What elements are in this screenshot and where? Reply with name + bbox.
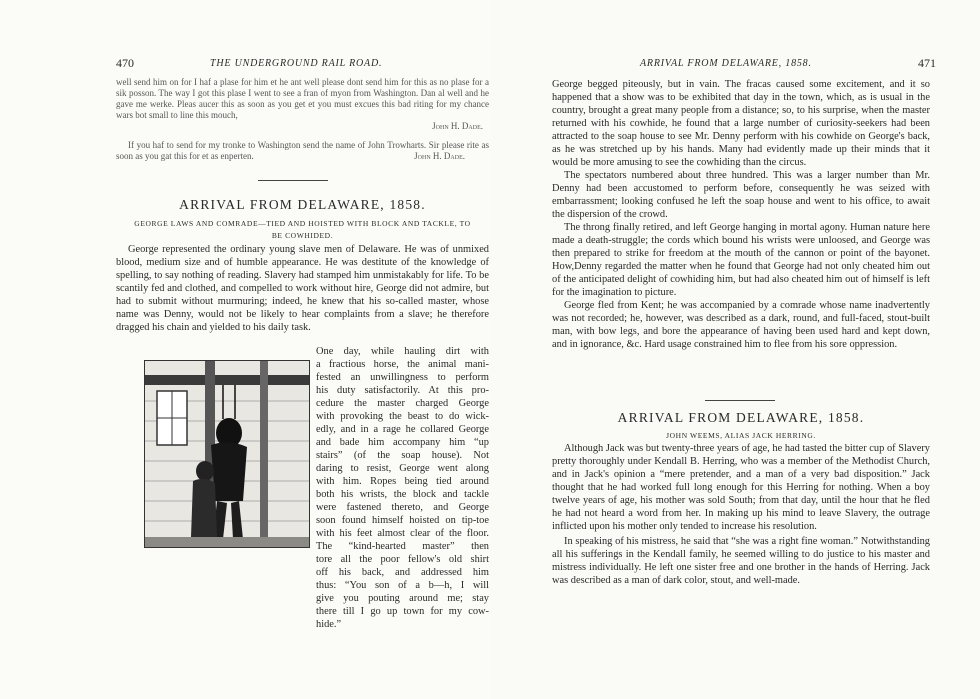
section-divider [705,400,775,401]
section-title-jack: ARRIVAL FROM DELAWARE, 1858. [617,410,865,425]
text-line: daring to resist, George went along [316,463,489,474]
text-line: fested an unwillingness to perform [316,372,489,383]
text-line: with his feet almost clear of the floor. [316,528,489,539]
text-line: hide.” [316,619,342,630]
text-line: there till I go up town for my cow- [316,606,489,617]
paragraph-throng-retired: The throng finally retired, and left George hanging in mortal agony. Human nature here made a death-struggle; the cords which bound his wrists were unloosed, and George was then prepared to strike for freedom at the mouth of the cannon or point of the bayonet. How,Denny regarded the matter when he found that George had not only cheated him out of the anticipated delight of cowhiding him, but had also cheated him out of himself is left for the imagination to picture. [552,222,930,298]
text-line: edly, and in a rage he collared George [316,424,489,435]
section-divider [258,180,328,181]
text-line: soon found himself hoisted on tip-toe [316,515,489,526]
paragraph-george-intro: George represented the ordinary young slave men of Delaware. He was of unmixed blood, medium size and of humble appearance. He was destitute of the knowledge of spelling, to say nothing of reading. Slavery had stamped him unmistakably for life. To be scantily fed and clothed, and compelled to work without hire, George did not admire, but had to submit without murmuring; indeed, he knew that his so-called master, whose name was Denny, would not be likely to hear complaints from a slave; he therefore dragged his chain and yielded to his daily task. [116,244,489,333]
text-line: with him. Ropes being tied around [316,476,489,487]
text-line: thus: “You son of a b—h, I will [316,580,489,591]
left-running-head: THE UNDERGROUND RAIL ROAD. [210,58,383,69]
paragraph-jack-mistress: In speaking of his mistress, he said that “she was a right fine woman.” Notwithstanding all his sufferings in the Kendall family, he seemed willing to do justice to his master and mistress individually. He left one sister free and one brother in the hands of Herring. Jack was described as a man of dark color, stout, and well-made. [552,536,930,586]
right-page [490,0,980,699]
text-line: his duty satisfactorily. At this pro- [316,385,489,396]
text-line: both his wrists, the block and tackle [316,489,489,500]
hoisted-man-engraving [145,361,309,547]
paragraph-spectators: The spectators numbered about three hundred. This was a larger number than Mr. Denny had been accustomed to perform before, consequently he was seized with embarrassment; looking confused he left the soap house and went to his office, to await the dispersion of the crowd. [552,170,930,220]
paragraph-george-begged: George begged piteously, but in vain. The fracas caused some excitement, and it so happened that a show was to be exhibited that day in the town, which, as is usual in the country, brought a great many people from a distance; so, to his surprise, when the master returned with his cowhide, he found that a large number of curiosity-seekers had been attracted to the soap house to see Mr. Denny perform with his cowhide on George's back, as he was stretched up by his hands. Many had evidently made up their minds that it would be more amusing to see the cowhiding than the circus. [552,79,930,168]
text-line: and bade him accompany him “up [316,437,489,448]
right-running-head: ARRIVAL FROM DELAWARE, 1858. [640,58,812,69]
paragraph-hauling-dirt [316,345,489,631]
right-page-number: 471 [918,56,936,70]
letter-paragraph-2: If you haf to send for my tronke to Washington send the name of John Trowharts. Sir please rite as soon as you gat this for et as enperten. [116,140,489,161]
section-title: ARRIVAL FROM DELAWARE, 1858. [179,197,426,212]
letter-excerpt [116,77,489,162]
text-line: cedure the master charged George [316,398,489,409]
section-subtitle-jack: JOHN WEEMS, ALIAS JACK HERRING. [666,431,816,440]
section-heading-jack [552,410,930,442]
text-line: stairs” (of the soap house). Not [316,450,489,461]
right-lower-text [552,442,930,587]
left-page-number: 470 [116,56,134,70]
section-heading [116,197,489,242]
text-line: off his back, and addressed him [316,567,489,578]
section-subtitle-line-2: BE COWHIDED. [271,231,334,240]
paragraph-jack-intro: Although Jack was but twenty-three years of age, he had tasted the bitter cup of Slavery pretty thoroughly under Kendall B. Herring, who was a member of the Methodist Church, and in Jack's opinion a “mere pretender, and a man of a very bad disposition.” Jack thought that he had worked full long enough for this Herring for nothing. When a boy twelve years of age, his mother was sold South; from that day, until the hour that he fled he had not heard a word from her. In making up his mind to leave Slavery, the outrage inflicted upon his mother only tended to increase his resolution. [552,443,930,532]
paragraph-fled-from-kent: George fled from Kent; he was accompanied by a comrade whose name inadvertently was not recorded; he, however, was described as a dark, round, and full-faced, stout-built man, with bow legs, and bore the appearance of having been used hard and kept down, and in ignorance, &c. Hard usage constrained him to flee from his sore oppression. [552,300,930,350]
engraving-illustration [144,360,310,548]
letter-signature-2: John H. Dade. [414,151,465,161]
text-line: were fastened thereto, and George [316,502,489,513]
text-line: One day, while hauling dirt with [316,346,489,357]
letter-signature-1: John H. Dade. [432,121,483,131]
section-subtitle-line-1: GEORGE LAWS AND COMRADE—TIED AND HOISTED WITH BLOCK AND TACKLE, TO [134,219,471,228]
text-line: The “kind-hearted master” then [316,541,489,552]
right-upper-text [552,78,930,351]
letter-paragraph-1: well send him on for I haf a plase for him et he ant well please dont send him for this as no plase for a sik posson. The way I got this plase I went to see a fran of myon from Washington. Dan al well and he gave me werke. Pleas aucer this as soon as you get et you must excues this bad riting for my chance wars bot small to line this mouch, [116,77,489,120]
text-line: a fractious horse, the animal mani- [316,359,489,370]
text-line: give you pouting around me; stay [316,593,489,604]
text-line: tore all the poor fellow's old shirt [316,554,489,565]
text-line: with provoking the beast to do wick- [316,411,489,422]
